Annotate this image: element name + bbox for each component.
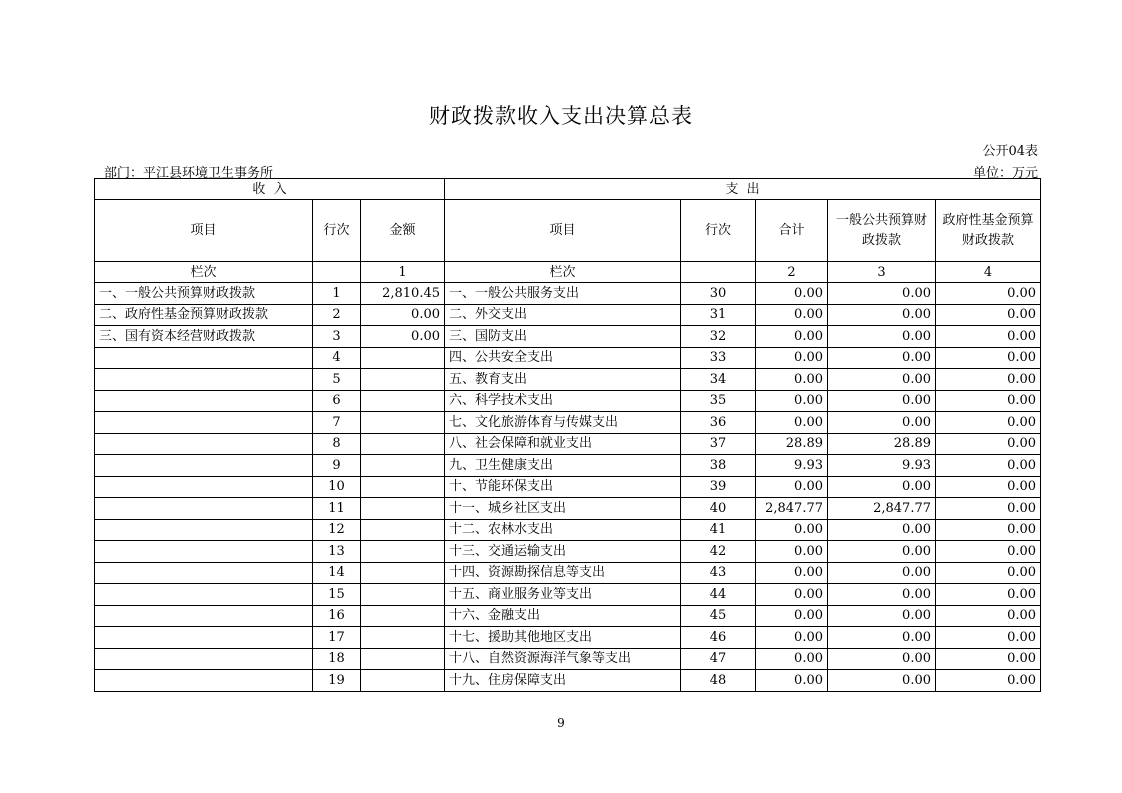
expense-total: 0.00 [756, 412, 828, 434]
general-budget-amount: 0.00 [828, 347, 936, 369]
blank-cell [313, 262, 361, 283]
table-row [95, 627, 1041, 649]
column-header-row [95, 200, 1041, 262]
table-row [95, 304, 1041, 326]
gov-fund-amount: 0.00 [936, 412, 1041, 434]
gov-fund-amount: 0.00 [936, 476, 1041, 498]
income-row-no: 14 [313, 562, 361, 584]
income-row-no: 5 [313, 369, 361, 391]
expense-total: 0.00 [756, 283, 828, 305]
table-row [95, 476, 1041, 498]
gov-fund-amount: 0.00 [936, 283, 1041, 305]
table-row [95, 283, 1041, 305]
income-item [95, 347, 313, 369]
income-item [95, 433, 313, 455]
gov-fund-amount: 0.00 [936, 390, 1041, 412]
expense-total: 28.89 [756, 433, 828, 455]
income-item [95, 412, 313, 434]
income-amount [361, 648, 445, 670]
expense-total: 0.00 [756, 347, 828, 369]
expense-row-no: 32 [681, 326, 756, 348]
general-budget-amount: 0.00 [828, 519, 936, 541]
expense-item: 十、节能环保支出 [445, 476, 681, 498]
expense-total: 0.00 [756, 304, 828, 326]
table-row [95, 519, 1041, 541]
unit-label: 单位：万元 [972, 166, 1038, 181]
income-amount [361, 562, 445, 584]
general-budget-amount: 0.00 [828, 283, 936, 305]
expense-item: 十四、资源勘探信息等支出 [445, 562, 681, 584]
income-item: 一、一般公共预算财政拨款 [95, 283, 313, 305]
expense-row-no: 42 [681, 541, 756, 563]
income-amount: 0.00 [361, 304, 445, 326]
expense-item: 三、国防支出 [445, 326, 681, 348]
expense-total: 0.00 [756, 369, 828, 391]
income-row-no: 9 [313, 455, 361, 477]
income-item [95, 541, 313, 563]
income-item: 二、政府性基金预算财政拨款 [95, 304, 313, 326]
department-label: 部门：平江县环境卫生事务所 [104, 166, 274, 181]
gov-fund-amount: 0.00 [936, 605, 1041, 627]
col-label-expense: 栏次 [445, 262, 681, 283]
income-row-no: 13 [313, 541, 361, 563]
table-row [95, 541, 1041, 563]
income-item-header: 项目 [95, 200, 313, 262]
income-amount [361, 390, 445, 412]
income-row-no-header: 行次 [313, 200, 361, 262]
income-item [95, 519, 313, 541]
expense-row-no: 47 [681, 648, 756, 670]
general-budget-header: 一般公共预算财政拨款 [828, 200, 936, 262]
table-row [95, 347, 1041, 369]
expense-total: 0.00 [756, 605, 828, 627]
expense-row-no: 35 [681, 390, 756, 412]
table-row [95, 670, 1041, 692]
expense-row-no: 43 [681, 562, 756, 584]
expense-section-header: 支 出 [445, 179, 1041, 200]
general-budget-amount: 0.00 [828, 304, 936, 326]
table-row [95, 326, 1041, 348]
income-item [95, 670, 313, 692]
gov-fund-amount: 0.00 [936, 670, 1041, 692]
expense-total: 0.00 [756, 541, 828, 563]
income-amount [361, 347, 445, 369]
col-number-1: 1 [361, 262, 445, 283]
income-row-no: 4 [313, 347, 361, 369]
income-row-no: 6 [313, 390, 361, 412]
expense-item: 十七、援助其他地区支出 [445, 627, 681, 649]
expense-total: 0.00 [756, 627, 828, 649]
expense-item-header: 项目 [445, 200, 681, 262]
section-header-row [95, 179, 1041, 200]
income-item [95, 605, 313, 627]
budget-table [94, 178, 1041, 692]
income-item [95, 627, 313, 649]
gov-fund-amount: 0.00 [936, 455, 1041, 477]
gov-fund-amount: 0.00 [936, 584, 1041, 606]
expense-item: 十三、交通运输支出 [445, 541, 681, 563]
income-row-no: 3 [313, 326, 361, 348]
general-budget-amount: 0.00 [828, 476, 936, 498]
expense-item: 九、卫生健康支出 [445, 455, 681, 477]
income-row-no: 10 [313, 476, 361, 498]
income-row-no: 1 [313, 283, 361, 305]
expense-item: 十二、农林水支出 [445, 519, 681, 541]
income-item [95, 498, 313, 520]
table-row [95, 390, 1041, 412]
expense-total: 2,847.77 [756, 498, 828, 520]
general-budget-amount: 0.00 [828, 648, 936, 670]
income-amount [361, 541, 445, 563]
income-row-no: 11 [313, 498, 361, 520]
general-budget-amount: 28.89 [828, 433, 936, 455]
income-amount [361, 412, 445, 434]
col-number-2: 2 [756, 262, 828, 283]
expense-item: 一、一般公共服务支出 [445, 283, 681, 305]
col-label-income: 栏次 [95, 262, 313, 283]
expense-item: 十九、住房保障支出 [445, 670, 681, 692]
total-header: 合计 [756, 200, 828, 262]
gov-fund-header: 政府性基金预算财政拨款 [936, 200, 1041, 262]
gov-fund-amount: 0.00 [936, 304, 1041, 326]
gov-fund-amount: 0.00 [936, 369, 1041, 391]
gov-fund-amount: 0.00 [936, 347, 1041, 369]
income-row-no: 18 [313, 648, 361, 670]
expense-row-no: 39 [681, 476, 756, 498]
income-item [95, 455, 313, 477]
income-row-no: 8 [313, 433, 361, 455]
income-amount [361, 519, 445, 541]
income-amount [361, 498, 445, 520]
income-amount [361, 433, 445, 455]
gov-fund-amount: 0.00 [936, 541, 1041, 563]
table-row [95, 605, 1041, 627]
table-row [95, 498, 1041, 520]
expense-item: 十一、城乡社区支出 [445, 498, 681, 520]
general-budget-amount: 9.93 [828, 455, 936, 477]
income-amount-header: 金额 [361, 200, 445, 262]
general-budget-amount: 0.00 [828, 670, 936, 692]
table-row [95, 455, 1041, 477]
general-budget-amount: 0.00 [828, 326, 936, 348]
gov-fund-amount: 0.00 [936, 433, 1041, 455]
income-amount [361, 584, 445, 606]
expense-row-no: 44 [681, 584, 756, 606]
income-amount: 2,810.45 [361, 283, 445, 305]
expense-row-no: 37 [681, 433, 756, 455]
income-amount [361, 670, 445, 692]
general-budget-amount: 0.00 [828, 584, 936, 606]
expense-row-no: 48 [681, 670, 756, 692]
col-number-4: 4 [936, 262, 1041, 283]
general-budget-amount: 0.00 [828, 369, 936, 391]
income-item [95, 584, 313, 606]
general-budget-amount: 0.00 [828, 412, 936, 434]
expense-row-no: 46 [681, 627, 756, 649]
expense-total: 0.00 [756, 326, 828, 348]
income-item [95, 562, 313, 584]
expense-total: 0.00 [756, 390, 828, 412]
expense-row-no-header: 行次 [681, 200, 756, 262]
col-number-3: 3 [828, 262, 936, 283]
gov-fund-amount: 0.00 [936, 326, 1041, 348]
gov-fund-amount: 0.00 [936, 519, 1041, 541]
form-number: 公开04表 [982, 144, 1038, 159]
income-item [95, 476, 313, 498]
expense-total: 0.00 [756, 562, 828, 584]
income-section-header: 收 入 [95, 179, 445, 200]
expense-row-no: 33 [681, 347, 756, 369]
expense-total: 0.00 [756, 670, 828, 692]
table-row [95, 648, 1041, 670]
expense-row-no: 31 [681, 304, 756, 326]
expense-row-no: 45 [681, 605, 756, 627]
income-item [95, 648, 313, 670]
gov-fund-amount: 0.00 [936, 648, 1041, 670]
income-row-no: 17 [313, 627, 361, 649]
gov-fund-amount: 0.00 [936, 627, 1041, 649]
expense-item: 六、科学技术支出 [445, 390, 681, 412]
income-item [95, 369, 313, 391]
expense-row-no: 38 [681, 455, 756, 477]
page-number: 9 [557, 716, 565, 730]
blank-cell [681, 262, 756, 283]
general-budget-amount: 0.00 [828, 627, 936, 649]
income-row-no: 12 [313, 519, 361, 541]
expense-total: 0.00 [756, 519, 828, 541]
general-budget-amount: 0.00 [828, 390, 936, 412]
expense-total: 0.00 [756, 648, 828, 670]
general-budget-amount: 0.00 [828, 562, 936, 584]
general-budget-amount: 0.00 [828, 541, 936, 563]
table-row [95, 412, 1041, 434]
income-item [95, 390, 313, 412]
table-row [95, 369, 1041, 391]
income-amount [361, 476, 445, 498]
expense-item: 八、社会保障和就业支出 [445, 433, 681, 455]
expense-item: 五、教育支出 [445, 369, 681, 391]
expense-item: 四、公共安全支出 [445, 347, 681, 369]
income-row-no: 15 [313, 584, 361, 606]
expense-row-no: 41 [681, 519, 756, 541]
expense-total: 0.00 [756, 476, 828, 498]
income-amount [361, 455, 445, 477]
expense-row-no: 34 [681, 369, 756, 391]
income-amount [361, 627, 445, 649]
expense-row-no: 36 [681, 412, 756, 434]
gov-fund-amount: 0.00 [936, 498, 1041, 520]
gov-fund-amount: 0.00 [936, 562, 1041, 584]
expense-total: 9.93 [756, 455, 828, 477]
general-budget-amount: 2,847.77 [828, 498, 936, 520]
income-amount [361, 605, 445, 627]
income-row-no: 16 [313, 605, 361, 627]
table-row [95, 562, 1041, 584]
income-item: 三、国有资本经营财政拨款 [95, 326, 313, 348]
income-row-no: 19 [313, 670, 361, 692]
expense-item: 十六、金融支出 [445, 605, 681, 627]
column-number-row [95, 262, 1041, 283]
income-row-no: 2 [313, 304, 361, 326]
expense-row-no: 40 [681, 498, 756, 520]
expense-total: 0.00 [756, 584, 828, 606]
general-budget-amount: 0.00 [828, 605, 936, 627]
income-row-no: 7 [313, 412, 361, 434]
page-title: 财政拨款收入支出决算总表 [429, 104, 693, 128]
expense-row-no: 30 [681, 283, 756, 305]
expense-item: 十八、自然资源海洋气象等支出 [445, 648, 681, 670]
table-row [95, 584, 1041, 606]
expense-item: 二、外交支出 [445, 304, 681, 326]
income-amount: 0.00 [361, 326, 445, 348]
table-row [95, 433, 1041, 455]
income-amount [361, 369, 445, 391]
expense-item: 七、文化旅游体育与传媒支出 [445, 412, 681, 434]
expense-item: 十五、商业服务业等支出 [445, 584, 681, 606]
